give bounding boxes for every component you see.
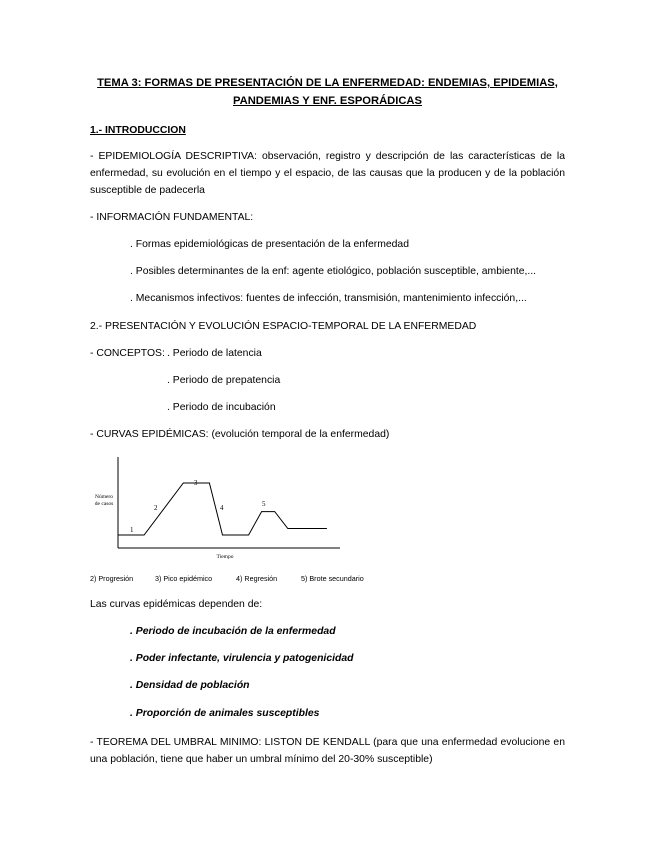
conceptos-label: - CONCEPTOS:: [90, 348, 165, 359]
factor-item-3: . Densidad de población: [130, 680, 250, 691]
y-axis-label-line2: de casos: [94, 501, 114, 507]
concepto-item-2: . Periodo de prepatencia: [167, 375, 281, 386]
epidemic-curve-chart: [88, 452, 348, 564]
concepto-item-1: . Periodo de latencia: [167, 348, 262, 359]
info-item-1: . Formas epidemiológicas de presentación de la enfermedad: [130, 239, 409, 250]
dependen-label: Las curvas epidémicas dependen de:: [90, 599, 263, 610]
phase-label-3: 3: [194, 479, 198, 487]
x-axis-label: Tiempo: [216, 554, 234, 560]
document-title-line2: PANDEMIAS Y ENF. ESPORÁDICAS: [233, 95, 422, 107]
phase-label-4: 4: [220, 504, 224, 512]
factor-item-1: . Periodo de incubación de la enfermedad: [130, 626, 336, 637]
section1-heading: 1.- INTRODUCCION: [90, 125, 186, 136]
info-fundamental-label: - INFORMACIÓN FUNDAMENTAL:: [90, 212, 254, 223]
section2-heading: 2.- PRESENTACIÓN Y EVOLUCIÓN ESPACIO-TEMPORAL DE LA ENFERMEDAD: [90, 321, 477, 332]
y-axis-label-line1: Número: [94, 494, 114, 500]
factor-item-4: . Proporción de animales susceptibles: [130, 708, 320, 719]
epidemiologia-descriptiva-paragraph: - EPIDEMIOLOGÍA DESCRIPTIVA: observación, registro y descripción de las características de la enfermedad, su evolución en el tiempo y el espacio, de las causas que la producen y de la población susceptible de padecerla: [90, 151, 565, 196]
info-item-2: . Posibles determinantes de la enf: agente etiológico, población susceptible, ambiente,...: [130, 266, 537, 277]
chart-caption-2: 3) Pico epidémico: [155, 574, 213, 583]
concepto-item-3: . Periodo de incubación: [167, 402, 276, 413]
document-title-line1: TEMA 3: FORMAS DE PRESENTACIÓN DE LA ENFERMEDAD: ENDEMIAS, EPIDEMIAS,: [97, 77, 558, 89]
phase-label-1: 1: [130, 526, 134, 534]
phase-label-5: 5: [262, 500, 266, 508]
factor-item-2: . Poder infectante, virulencia y patogenicidad: [130, 653, 354, 664]
curvas-epidemicas-label: - CURVAS EPIDÉMICAS: (evolución temporal de la enfermedad): [90, 429, 390, 440]
info-item-3: . Mecanismos infectivos: fuentes de infección, transmisión, mantenimiento infección,...: [130, 293, 527, 304]
chart-caption-1: 2) Progresión: [90, 574, 134, 583]
chart-caption-4: 5) Brote secundario: [301, 574, 364, 583]
phase-label-2: 2: [154, 504, 158, 512]
chart-caption-3: 4) Regresión: [236, 574, 278, 583]
teorema-umbral-paragraph: - TEOREMA DEL UMBRAL MINIMO: LISTON DE KENDALL (para que una enfermedad evolucione en una población, tiene que haber un umbral mínimo del 20-30% susceptible): [90, 737, 565, 765]
